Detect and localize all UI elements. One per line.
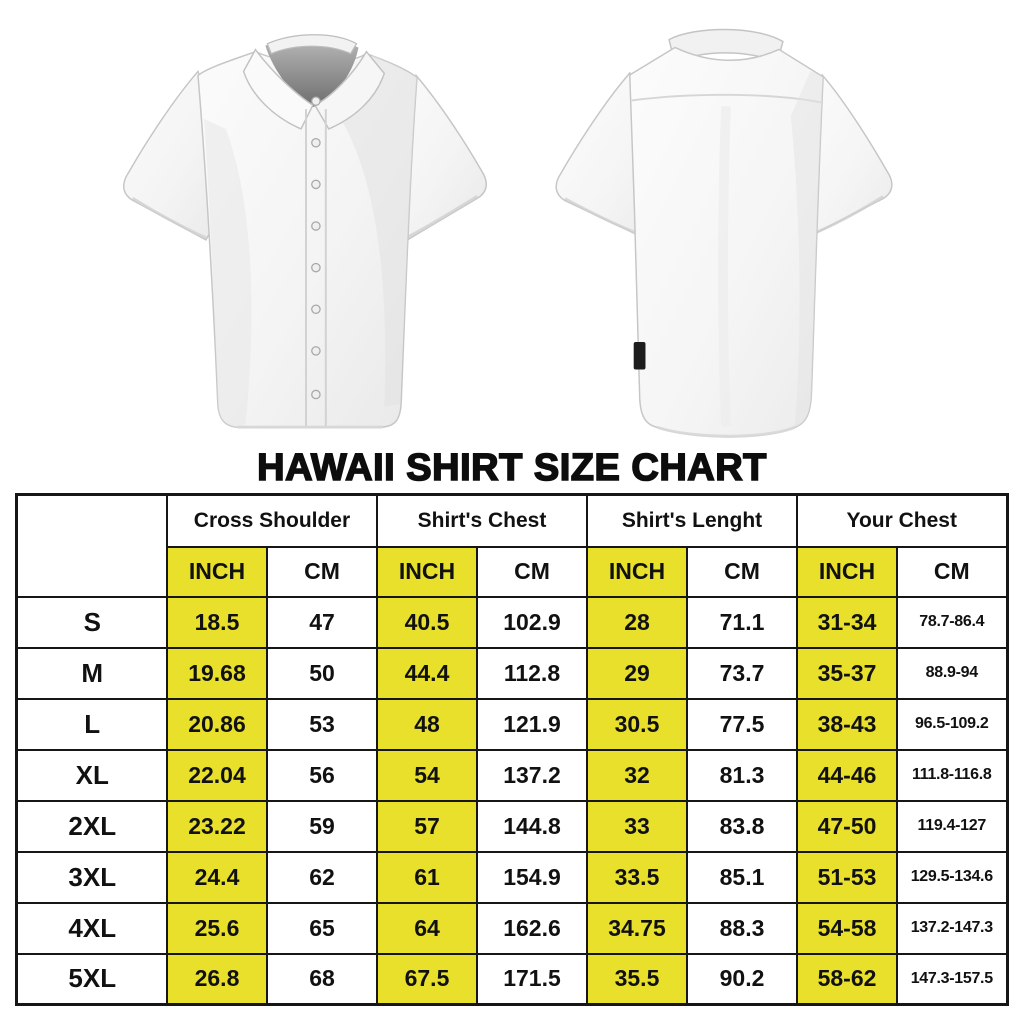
shirt-images bbox=[0, 0, 1024, 446]
size-label: 2XL bbox=[17, 801, 167, 852]
cm-value-cell: 56 bbox=[267, 750, 377, 801]
cm-value-cell: 68 bbox=[267, 954, 377, 1005]
cm-value-cell: 71.1 bbox=[687, 597, 797, 648]
inch-value-cell: 64 bbox=[377, 903, 477, 954]
cm-value-cell: 96.5-109.2 bbox=[897, 699, 1007, 750]
table-row bbox=[17, 903, 1007, 954]
cm-value-cell: 62 bbox=[267, 852, 377, 903]
cm-value-cell: 81.3 bbox=[687, 750, 797, 801]
cm-value-cell: 50 bbox=[267, 648, 377, 699]
table-row bbox=[17, 648, 1007, 699]
inch-value-cell: 34.75 bbox=[587, 903, 687, 954]
cm-value-cell: 88.3 bbox=[687, 903, 797, 954]
inch-value-cell: 20.86 bbox=[167, 699, 267, 750]
inch-value-cell: 47-50 bbox=[797, 801, 897, 852]
table-row bbox=[17, 699, 1007, 750]
inch-value-cell: 33 bbox=[587, 801, 687, 852]
cm-header: CM bbox=[897, 547, 1007, 597]
inch-value-cell: 25.6 bbox=[167, 903, 267, 954]
cm-value-cell: 47 bbox=[267, 597, 377, 648]
inch-value-cell: 57 bbox=[377, 801, 477, 852]
inch-value-cell: 23.22 bbox=[167, 801, 267, 852]
cm-value-cell: 144.8 bbox=[477, 801, 587, 852]
page-title: HAWAII SHIRT SIZE CHART bbox=[257, 447, 767, 489]
cm-value-cell: 119.4-127 bbox=[897, 801, 1007, 852]
group-header-shirts-chest: Shirt's Chest bbox=[377, 495, 587, 547]
cm-value-cell: 59 bbox=[267, 801, 377, 852]
cm-value-cell: 121.9 bbox=[477, 699, 587, 750]
cm-header: CM bbox=[477, 547, 587, 597]
cm-value-cell: 83.8 bbox=[687, 801, 797, 852]
inch-value-cell: 61 bbox=[377, 852, 477, 903]
cm-value-cell: 77.5 bbox=[687, 699, 797, 750]
cm-header: CM bbox=[267, 547, 377, 597]
group-header-shirts-lenght: Shirt's Lenght bbox=[587, 495, 797, 547]
inch-value-cell: 38-43 bbox=[797, 699, 897, 750]
size-label: XL bbox=[17, 750, 167, 801]
cm-value-cell: 137.2-147.3 bbox=[897, 903, 1007, 954]
inch-value-cell: 32 bbox=[587, 750, 687, 801]
cm-value-cell: 111.8-116.8 bbox=[897, 750, 1007, 801]
group-header-row bbox=[17, 495, 1007, 547]
inch-value-cell: 44-46 bbox=[797, 750, 897, 801]
size-table-body bbox=[17, 597, 1007, 1005]
cm-value-cell: 65 bbox=[267, 903, 377, 954]
cm-value-cell: 85.1 bbox=[687, 852, 797, 903]
size-label: M bbox=[17, 648, 167, 699]
cm-value-cell: 162.6 bbox=[477, 903, 587, 954]
cm-value-cell: 78.7-86.4 bbox=[897, 597, 1007, 648]
cm-value-cell: 171.5 bbox=[477, 954, 587, 1005]
inch-value-cell: 26.8 bbox=[167, 954, 267, 1005]
size-header-cell bbox=[17, 495, 167, 597]
inch-value-cell: 31-34 bbox=[797, 597, 897, 648]
inch-value-cell: 67.5 bbox=[377, 954, 477, 1005]
back-hem-tag bbox=[634, 342, 646, 369]
cm-value-cell: 147.3-157.5 bbox=[897, 954, 1007, 1005]
cm-value-cell: 53 bbox=[267, 699, 377, 750]
inch-value-cell: 58-62 bbox=[797, 954, 897, 1005]
inch-header: INCH bbox=[797, 547, 897, 597]
inch-header: INCH bbox=[167, 547, 267, 597]
inch-header: INCH bbox=[587, 547, 687, 597]
size-label: 3XL bbox=[17, 852, 167, 903]
size-label: L bbox=[17, 699, 167, 750]
shirt-front-image bbox=[105, 10, 505, 446]
inch-value-cell: 35-37 bbox=[797, 648, 897, 699]
inch-value-cell: 24.4 bbox=[167, 852, 267, 903]
cm-value-cell: 154.9 bbox=[477, 852, 587, 903]
cm-value-cell: 88.9-94 bbox=[897, 648, 1007, 699]
inch-value-cell: 28 bbox=[587, 597, 687, 648]
inch-value-cell: 40.5 bbox=[377, 597, 477, 648]
inch-value-cell: 30.5 bbox=[587, 699, 687, 750]
inch-value-cell: 54-58 bbox=[797, 903, 897, 954]
cm-value-cell: 73.7 bbox=[687, 648, 797, 699]
inch-value-cell: 33.5 bbox=[587, 852, 687, 903]
size-chart-table bbox=[15, 493, 1008, 1006]
cm-header: CM bbox=[687, 547, 797, 597]
cm-value-cell: 137.2 bbox=[477, 750, 587, 801]
size-label: 4XL bbox=[17, 903, 167, 954]
table-row bbox=[17, 750, 1007, 801]
inch-value-cell: 18.5 bbox=[167, 597, 267, 648]
table-row bbox=[17, 597, 1007, 648]
shirt-back-image bbox=[531, 18, 919, 448]
table-row bbox=[17, 801, 1007, 852]
cm-value-cell: 90.2 bbox=[687, 954, 797, 1005]
cm-value-cell: 112.8 bbox=[477, 648, 587, 699]
inch-value-cell: 35.5 bbox=[587, 954, 687, 1005]
table-row bbox=[17, 954, 1007, 1005]
size-label: 5XL bbox=[17, 954, 167, 1005]
cm-value-cell: 129.5-134.6 bbox=[897, 852, 1007, 903]
cm-value-cell: 102.9 bbox=[477, 597, 587, 648]
inch-value-cell: 29 bbox=[587, 648, 687, 699]
group-header-cross-shoulder: Cross Shoulder bbox=[167, 495, 377, 547]
inch-value-cell: 51-53 bbox=[797, 852, 897, 903]
inch-value-cell: 44.4 bbox=[377, 648, 477, 699]
inch-header: INCH bbox=[377, 547, 477, 597]
inch-value-cell: 19.68 bbox=[167, 648, 267, 699]
inch-value-cell: 48 bbox=[377, 699, 477, 750]
inch-value-cell: 54 bbox=[377, 750, 477, 801]
group-header-your-chest: Your Chest bbox=[797, 495, 1007, 547]
inch-value-cell: 22.04 bbox=[167, 750, 267, 801]
size-label: S bbox=[17, 597, 167, 648]
table-row bbox=[17, 852, 1007, 903]
